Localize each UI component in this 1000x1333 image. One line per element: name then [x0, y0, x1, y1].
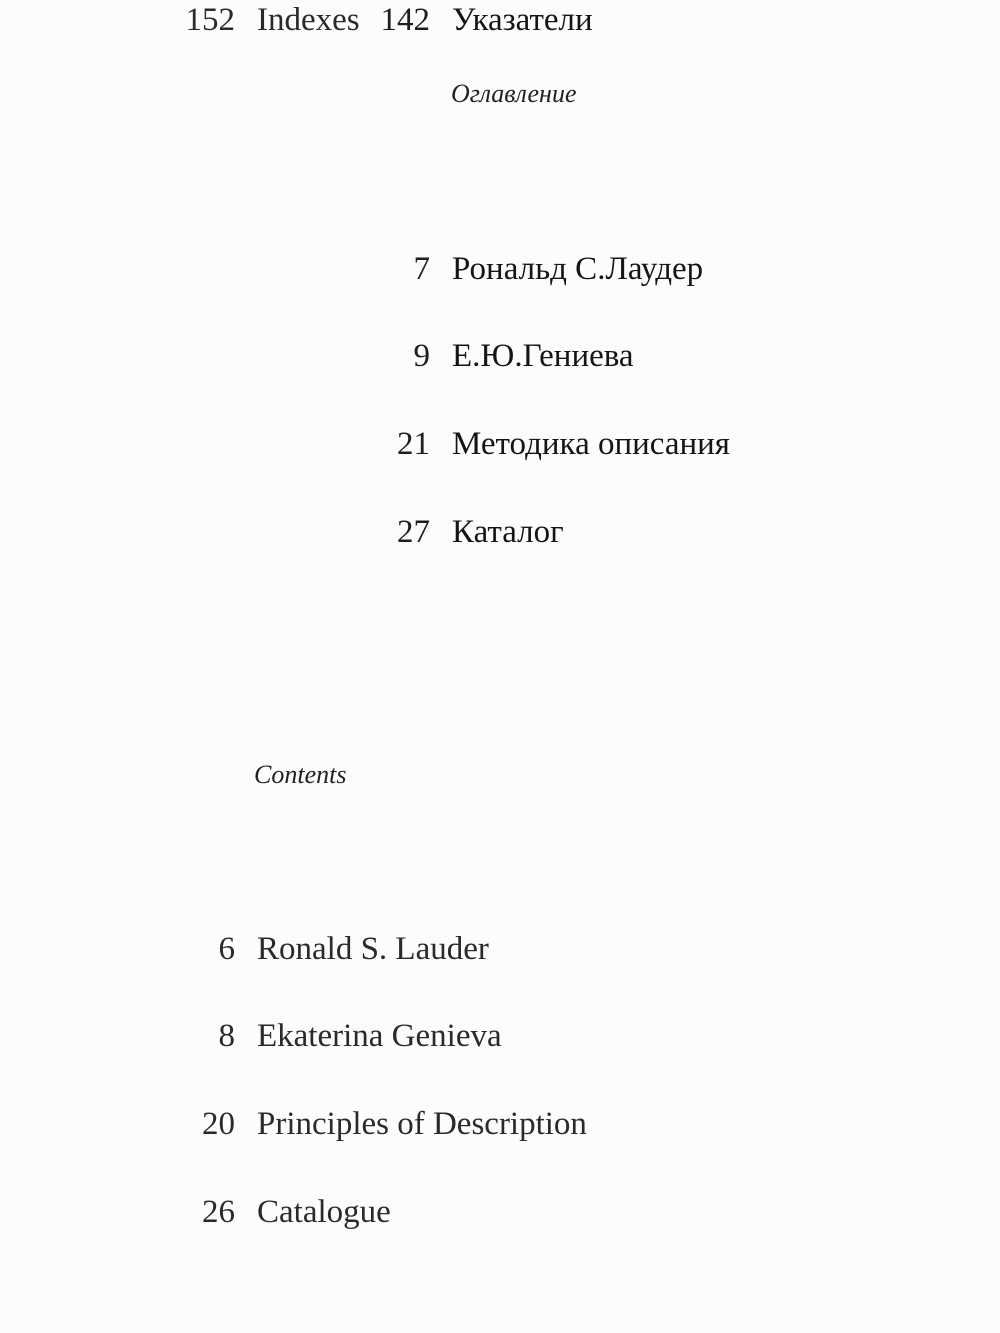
- entry-title: Указатели: [452, 2, 593, 38]
- page-number: 21: [397, 426, 430, 462]
- entry-title: Principles of Description: [257, 1106, 587, 1142]
- toc-entry: [202, 1104, 587, 1144]
- toc-entry: [397, 512, 564, 552]
- entry-title: Рональд С.Лаудер: [452, 251, 704, 287]
- entry-title: Catalogue: [257, 1194, 391, 1230]
- page-number: 8: [218, 1018, 235, 1054]
- entry-title: Indexes: [257, 2, 360, 38]
- page-number: 152: [185, 2, 235, 38]
- page-number: 27: [397, 514, 430, 550]
- page-number: 26: [202, 1194, 235, 1230]
- toc-entry: [380, 0, 593, 40]
- entry-title: Каталог: [452, 514, 564, 550]
- entry-title: Ekaterina Genieva: [257, 1018, 502, 1054]
- page-number: 6: [218, 931, 235, 967]
- toc-entry: [185, 0, 360, 40]
- entry-title: Е.Ю.Гениева: [452, 338, 634, 374]
- page-number: 20: [202, 1106, 235, 1142]
- english-toc-heading: Contents: [254, 760, 347, 789]
- toc-entry: [413, 336, 634, 376]
- toc-entry: [218, 929, 489, 969]
- toc-entry: [413, 249, 704, 289]
- page-number: 9: [413, 338, 430, 374]
- entry-title: Ronald S. Lauder: [257, 931, 489, 967]
- page-number: 142: [380, 2, 430, 38]
- page-number: 7: [413, 251, 430, 287]
- toc-entry: [202, 1192, 391, 1232]
- russian-toc-heading: Оглавление: [451, 79, 577, 108]
- toc-entry: [397, 424, 730, 464]
- toc-entry: [218, 1016, 502, 1056]
- entry-title: Методика описания: [452, 426, 730, 462]
